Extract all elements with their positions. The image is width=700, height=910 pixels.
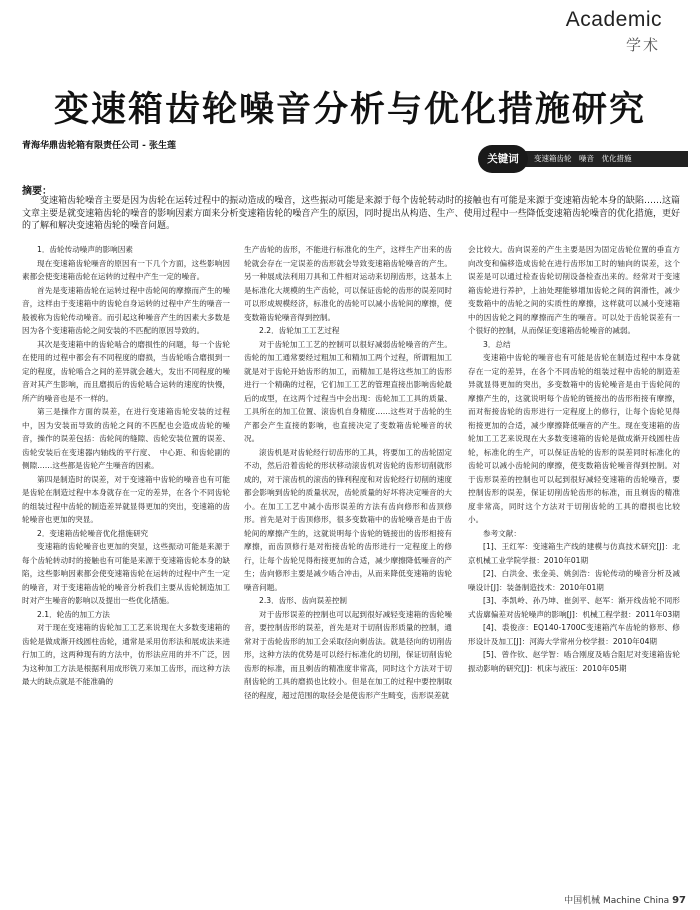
subsection-heading-2-2: 2.2．齿轮加工工艺过程: [259, 326, 340, 335]
academic-label: Academic: [565, 8, 662, 31]
section-heading-2: 2．变速箱齿轮噪音优化措施研究: [37, 528, 149, 538]
paragraph: 对于现在变速箱的齿轮加工工艺来说现在大多数变速箱的齿轮是做成渐开线圆柱齿轮，通常是采用仿形法和展成法来进行加工的，这两种现有的方法中，仿形法应用的并不广泛，因为这种加工方法是根据利用成形铣刀来加工齿形，而这种方法最大的缺点就是不能准确的: [22, 623, 230, 686]
paragraph: 第四是制造时的误差，对于变速箱中齿轮的噪音也有可能是齿轮在制造过程中本身就存在一定的差异，在各个不同齿轮的组装过程中齿轮的制造差异就显得更加的突出，变速箱的齿轮噪音也更加的突显。: [22, 474, 230, 524]
abstract-text: 变速箱齿轮噪音主要是因为齿轮在运转过程中的振动造成的噪音，这些振动可能是来源于每个齿轮转动时的接触也有可能是来源于变速箱齿轮本身的缺陷……这篇文章主要是就变速箱齿轮的噪音的影响因素方面来分析变速箱齿轮的噪音产生的原因，同时提出从构造、生产、使用过程中一些降低变速箱齿轮噪音的优化措施，更好的了解和解决变速箱齿轮的噪音问题。: [22, 196, 680, 231]
article-title: 变速箱齿轮噪音分析与优化措施研究: [53, 90, 646, 130]
references-heading: 参考文献：: [483, 528, 521, 538]
subsection-heading-2-3: 2.3．齿形、齿向误差控制: [259, 596, 348, 605]
journal-name: 中国机械 Machine China: [564, 896, 670, 906]
keywords-text: 变速箱齿轮 噪音 优化措施: [534, 154, 632, 163]
section-heading-1: 1．齿轮传动噪声的影响因素: [37, 245, 133, 254]
author-line: 青海华鼎齿轮箱有限责任公司 - 张生莲: [22, 141, 177, 151]
paragraph: 首先是变速箱齿轮在运转过程中齿轮间的摩擦而产生的噪音，这样由于变速箱中的齿轮自身运转的过程中产生的噪音一般被称为齿轮传动噪音。而引起这种噪音产生的因素大多数是因为各个变速箱齿轮之间安装的不匹配的原因导致的。: [22, 285, 230, 335]
paragraph: 对于齿形误差的控制也可以起到很好减轻变速箱的齿轮噪音，要控制齿形的误差，首先是对于切削齿形质量的控制，通常对于齿轮齿形的加工会采取径向剃齿法。就是径向的切削齿形，这种方法的优势是可以经行标准化的切削，保证切削齿轮齿形的标准，而且剃齿的精准度非常高，同时这个方法对于切削齿轮的工具的磨损也比较小。但是在加工的过程中要控制取径的程度，超过范围的取径会是使齿形产生畸变，齿形误差就: [244, 609, 452, 700]
column-3: [468, 243, 680, 675]
paragraph: 会比较大。齿向误差的产生主要是因为固定齿轮位置的垂直方向改变和偏移造成齿轮在进行齿形加工时的轴向的误差，这个误差是可以通过检查齿轮切削设备检查出来的。经常对于变速箱齿轮进行养护，上油处理能够增加齿轮之间的润滑性，减少变数箱中的齿轮之间的实质性的摩擦，这样就可以减小变速箱中的因齿轮之间的摩擦而产生的噪音。可以处于齿轮误差有一个很好的控制，从而保证变速箱齿轮噪音的减弱。: [468, 245, 680, 335]
section-heading-3: 3．总结: [483, 339, 511, 349]
paragraph: 对于齿轮加工工艺的控制可以很好减弱齿轮噪音的产生。齿轮的加工通常要经过粗加工和精加工两个过程，所谓粗加工就是对于齿轮开始齿形的加工，而精加工是将这些加工的齿形进行一个精确的过程，它们加工工艺的管理直接出影响齿轮最后的成型，在这两个过程当中会出现：齿轮加工工具的质量、工具所在的加工位置、滚齿机自身精度……这些对于齿轮的生产都会产生直接的影响，也直接决定了变数箱齿轮噪音的状况。: [244, 339, 452, 443]
page-footer: [564, 893, 686, 906]
subsection-heading-2-1: 2.1．轮齿的加工方法: [37, 609, 110, 619]
abstract-label: 摘要：: [22, 186, 52, 197]
reference-item: [1]、王红军：变速箱生产线的建模与仿真技术研究[J]：北京机械工业学院学报：2010年01期: [468, 542, 680, 565]
reference-item: [5]、曾作钦、赵学智：啮合刚度及啮合阻尼对变速箱齿轮振动影响的研究[J]：机床与液压：2010年05期: [468, 650, 680, 673]
keywords-bar: [518, 151, 688, 167]
column-2: [244, 243, 452, 702]
paragraph: 变速箱中齿轮的噪音也有可能是齿轮在制造过程中本身就存在一定的差异，在各个不同齿轮的组装过程中齿轮的制造差异就显得更加的突出，多变数箱中的齿轮噪音是由于齿轮间的摩擦产生的，这就说明每个齿轮的链接出的齿形衔接有摩擦，而对衔接齿轮的齿形进行一定程度上的修行，让每个齿轮见得衔接更加的合适，减少摩擦降低噪音的产生。现在变速箱的齿轮加工工艺来说现在大多数变速箱的齿轮是做成渐开线圆柱齿轮，标准化的生产，可以保证齿轮的齿形的误差同时标准化的齿轮可以减小齿轮间的摩擦，使变数箱齿轮噪音得到控制。对于齿形误差的控制也可以起到很好减轻变速箱的齿轮噪音，要控制齿形的误差，保证切削齿轮齿形的标准，而且剃齿的精准度非常高，同时这个方法对于切削齿轮的工具的磨损也比较小。: [468, 353, 680, 524]
paragraph: 变速箱的齿轮噪音也更加的突显，这些振动可能是来源于每个齿轮转动时的接触也有可能是来源于变速箱齿轮本身的缺陷，这些影响因素都会使变速箱齿轮在运转的过程中产生一定的噪音，对于变速箱齿轮的噪音分析我们主要从齿轮制造加工时对产生噪音的影响以及提出一些优化措施。: [22, 542, 230, 605]
reference-item: [2]、白洪金、张金美、姚剑浩：齿轮传动的噪音分析及减噪设计[J]：装备制造技术：2010年01期: [468, 569, 680, 592]
paragraph: 现在变速箱齿轮噪音的原因有一下几个方面，这些影响因素都会使变速箱齿轮在运转的过程中产生一定的噪音。: [22, 258, 230, 281]
paragraph: 滚齿机是对齿轮经行切齿形的工具，将要加工的齿轮固定不动，然后沿着齿轮的形状移动滚齿机对齿轮的齿形切削就形成的，对于滚齿机的滚齿的锋利程度和对齿轮经行切削的速度都会影响到齿轮的质量状况，齿轮质量的好坏将决定噪音的大小。在加工工艺中减小齿形误差的方法有齿向修形和齿顶修形。首先是对于齿顶修形，很多变数箱中的齿轮噪音是由于齿轮间的摩擦产生的，这就说明每个齿轮的链接出的齿形相接有摩擦，而齿顶修行是对衔接齿轮的齿形进行一定程度上的修行，让每个齿轮见得衔接更加的合适，减少摩擦降低噪音的产生；齿向修形主要是减少啮合冲击，从而来降低变速箱的齿轮噪音问题。: [244, 447, 452, 592]
paragraph: 生产齿轮的齿形，不能进行标准化的生产，这样生产出来的齿轮就会存在一定误差的齿形就会导致变速箱齿轮噪音的产生。另一种展成法利用刀具和工件相对运动来切削齿形，这基本上是标准化大规模的生产齿轮，可以保证齿轮的齿形的误差同时可以形成规模经济，标准化的齿轮可以减小齿轮间的摩擦，使变数箱齿轮噪音得到控制。: [244, 245, 452, 322]
academic-cn-label: 学术: [625, 36, 660, 54]
reference-item: [3]、李凯岭、孙乃坤、崔剑平、赵军：渐开线齿轮不同形式齿廓偏差对齿轮噪声的影响[J]：机械工程学报：2011年03期: [468, 596, 680, 619]
page-number: 97: [672, 895, 686, 906]
paragraph: 第三是操作方面的误差，在进行变速箱齿轮安装的过程中，因为安装而导致的齿轮之间的不匹配也会造成齿轮的噪音，操作的误差包括：齿轮间的缝隙、齿轮安装位置的误差、齿轮安装后在变速器内轴线的平行度、 中心距、和齿轮副的侧隙……这些都是齿轮产生噪音的因素。: [22, 407, 230, 470]
column-1: [22, 243, 230, 689]
reference-item: [4]、裘俊彦：EQ140-1700C变速箱汽车齿轮的修形、修形设计及加工[J]：河海大学常州分校学报：2010年04期: [468, 623, 680, 646]
paragraph: 其次是变速箱中的齿轮啮合的磨损性的问题，每一个齿轮在使用的过程中都会有不同程度的磨损，当齿轮啮合磨损到一定的程度，齿轮啮合之间的差异就会越大，发出不同程度的噪音对其产生影响，而且磨损后的齿轮啮合运转的速度的快慢，所产的噪音也是不一样的。: [22, 339, 230, 403]
keywords-badge: 关键词: [478, 145, 528, 173]
